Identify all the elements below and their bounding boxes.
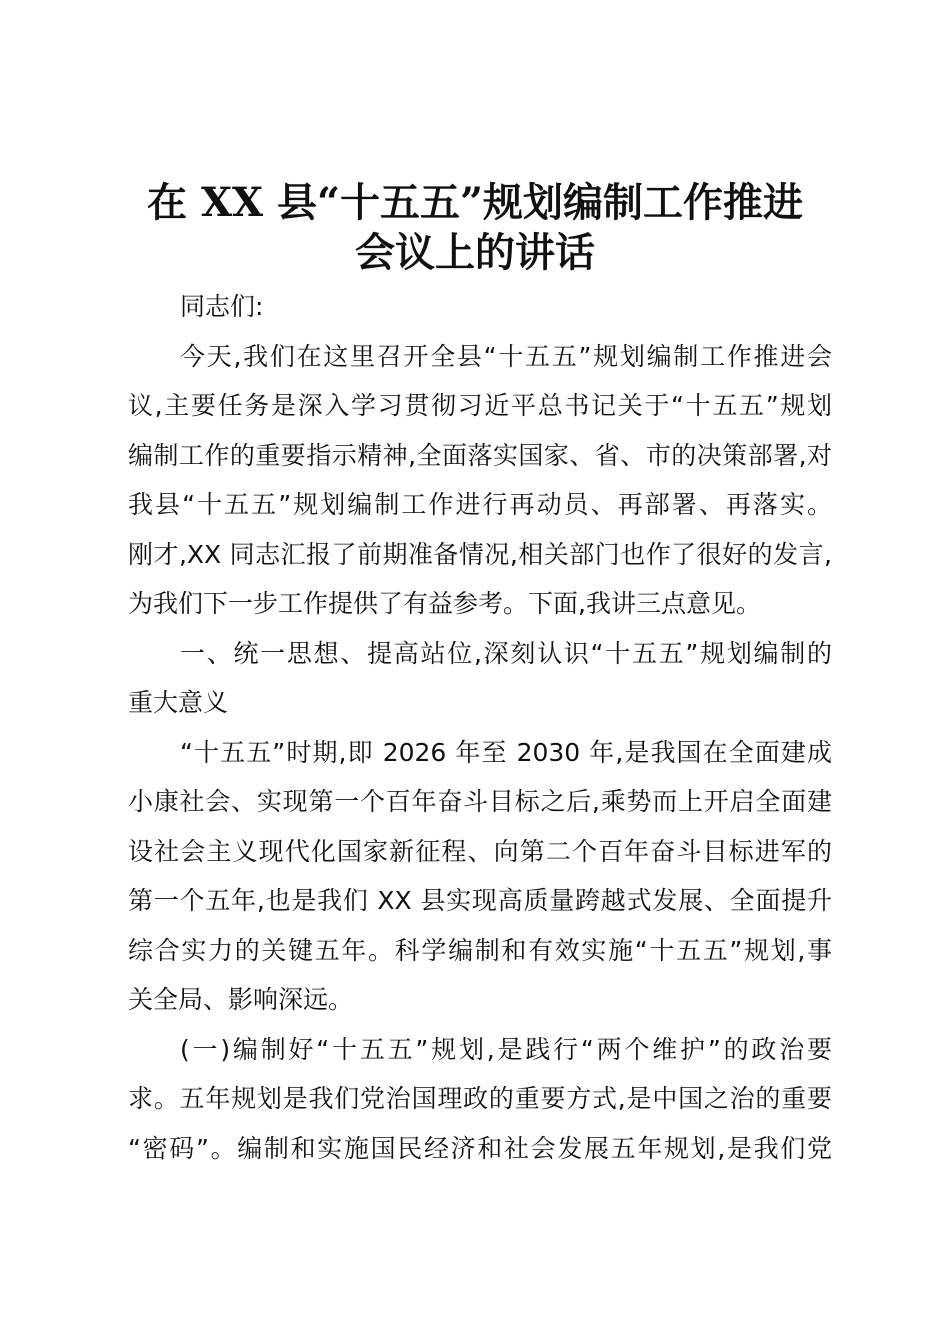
paragraph-line: 小康社会、实现第一个百年奋斗目标之后,乘势而上开启全面建	[128, 787, 832, 816]
paragraph-line: 综合实力的关键五年。科学编制和有效实施“十五五”规划,事	[128, 935, 832, 965]
paragraph-line: 编制工作的重要指示精神,全面落实国家、省、市的决策部署,对	[128, 440, 832, 470]
document-title	[120, 178, 830, 278]
paragraph-line: 刚才,XX 同志汇报了前期准备情况,相关部门也作了很好的发言,	[128, 539, 832, 569]
title-line-1: 在 XX 县“十五五”规划编制工作推进	[147, 179, 803, 226]
title-line-2: 会议上的讲话	[355, 229, 595, 276]
paragraph-line: 求。五年规划是我们党治国理政的重要方式,是中国之治的重要	[128, 1084, 832, 1113]
paragraph-line: (一)编制好“十五五”规划,是践行“两个维护”的政治要	[180, 1034, 832, 1064]
paragraph-line: 关全局、影响深远。	[128, 985, 354, 1014]
paragraph-line: “十五五”时期,即 2026 年至 2030 年,是我国在全面建成	[180, 737, 832, 767]
salutation: 同志们:	[180, 292, 264, 321]
section-heading-line: 重大意义	[128, 688, 229, 717]
paragraph-line: 议,主要任务是深入学习贯彻习近平总书记关于“十五五”规划	[128, 391, 832, 420]
paragraph-line: 为我们下一步工作提供了有益参考。下面,我讲三点意见。	[128, 589, 761, 618]
paragraph-line: 我县“十五五”规划编制工作进行再动员、再部署、再落实。	[128, 490, 832, 519]
paragraph-line: 今天,我们在这里召开全县“十五五”规划编制工作推进会	[180, 341, 832, 371]
paragraph-line: 第一个五年,也是我们 XX 县实现高质量跨越式发展、全面提升	[128, 886, 832, 915]
document-body	[128, 282, 832, 1173]
paragraph-line: 设社会主义现代化国家新征程、向第二个百年奋斗目标进军的	[128, 836, 832, 866]
section-heading-line: 一、统一思想、提高站位,深刻认识“十五五”规划编制的	[180, 638, 832, 668]
paragraph-line: “密码”。编制和实施国民经济和社会发展五年规划,是我们党	[128, 1133, 832, 1163]
